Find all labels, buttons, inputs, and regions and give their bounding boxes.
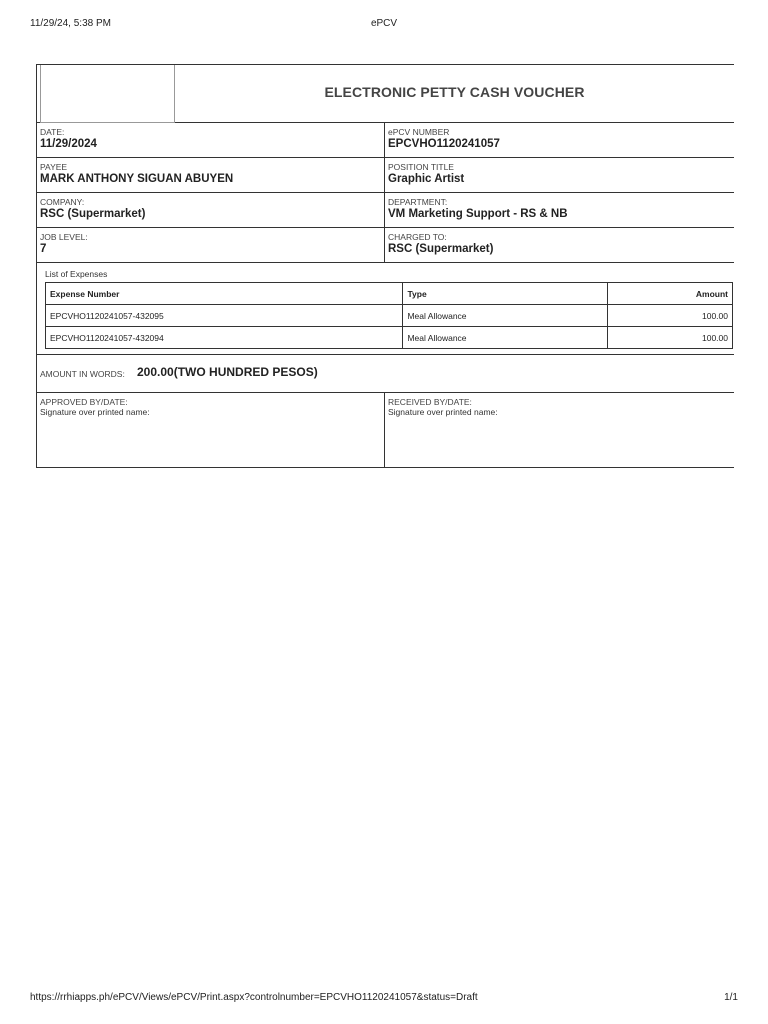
job-level-cell [37,228,385,262]
job-level-label: JOB LEVEL: [40,232,88,242]
expenses-section [37,263,734,355]
signature-row [37,393,734,468]
charged-to-label: CHARGED TO: [388,232,447,242]
expenses-caption: List of Expenses [45,269,108,279]
approved-label: APPROVED BY/DATE: [40,397,128,407]
logo-placeholder [40,65,175,123]
voucher-title-row [37,65,734,123]
expense-number-cell: EPCVHO1120241057-432095 [46,305,403,327]
epcv-number-value: EPCVHO1120241057 [388,138,500,150]
expense-type-cell: Meal Allowance [403,327,608,349]
print-url: https://rrhiapps.ph/ePCV/Views/ePCV/Print.aspx?controlnumber=EPCVHO1120241057&status=Draft [30,992,478,1003]
company-label: COMPANY: [40,197,85,207]
epcv-number-cell [385,123,734,157]
print-header [30,18,738,32]
expense-number-cell: EPCVHO1120241057-432094 [46,327,403,349]
expense-amount-header: Amount [608,283,733,305]
table-row [46,305,733,327]
amount-in-words-label: AMOUNT IN WORDS: [40,369,125,379]
job-level-value: 7 [40,243,47,255]
voucher-title: ELECTRONIC PETTY CASH VOUCHER [324,84,585,100]
position-cell [385,158,734,192]
department-value: VM Marketing Support - RS & NB [388,208,568,220]
date-value: 11/29/2024 [40,138,97,150]
expense-amount-cell: 100.00 [608,327,733,349]
petty-cash-voucher [36,64,734,468]
received-cell [385,393,734,467]
expense-type-cell: Meal Allowance [403,305,608,327]
amount-in-words-row [37,355,734,393]
position-label: POSITION TITLE [388,162,454,172]
date-label: DATE: [40,127,65,137]
company-value: RSC (Supermarket) [40,208,146,220]
payee-value: MARK ANTHONY SIGUAN ABUYEN [40,173,234,185]
print-timestamp: 11/29/24, 5:38 PM [30,18,111,29]
print-footer [30,992,738,1006]
received-label: RECEIVED BY/DATE: [388,397,472,407]
department-cell [385,193,734,227]
position-value: Graphic Artist [388,173,465,185]
expense-number-header: Expense Number [46,283,403,305]
job-level-row [37,228,734,263]
date-cell [37,123,385,157]
epcv-number-label: ePCV NUMBER [388,127,450,137]
payee-row [37,158,734,193]
page-number: 1/1 [724,992,738,1003]
payee-label: PAYEE [40,162,68,172]
payee-cell [37,158,385,192]
charged-to-cell [385,228,734,262]
table-row [46,327,733,349]
expense-type-header: Type [403,283,608,305]
expenses-table [45,282,733,349]
expenses-header-row [46,283,733,305]
charged-to-value: RSC (Supermarket) [388,243,494,255]
amount-in-words-value: 200.00(TWO HUNDRED PESOS) [137,365,318,379]
expense-amount-cell: 100.00 [608,305,733,327]
company-cell [37,193,385,227]
print-page-title: ePCV [370,18,398,29]
received-signature-hint: Signature over printed name: [388,407,498,417]
approved-signature-hint: Signature over printed name: [40,407,150,417]
approved-cell [37,393,385,467]
department-label: DEPARTMENT: [388,197,448,207]
date-row [37,123,734,158]
company-row [37,193,734,228]
